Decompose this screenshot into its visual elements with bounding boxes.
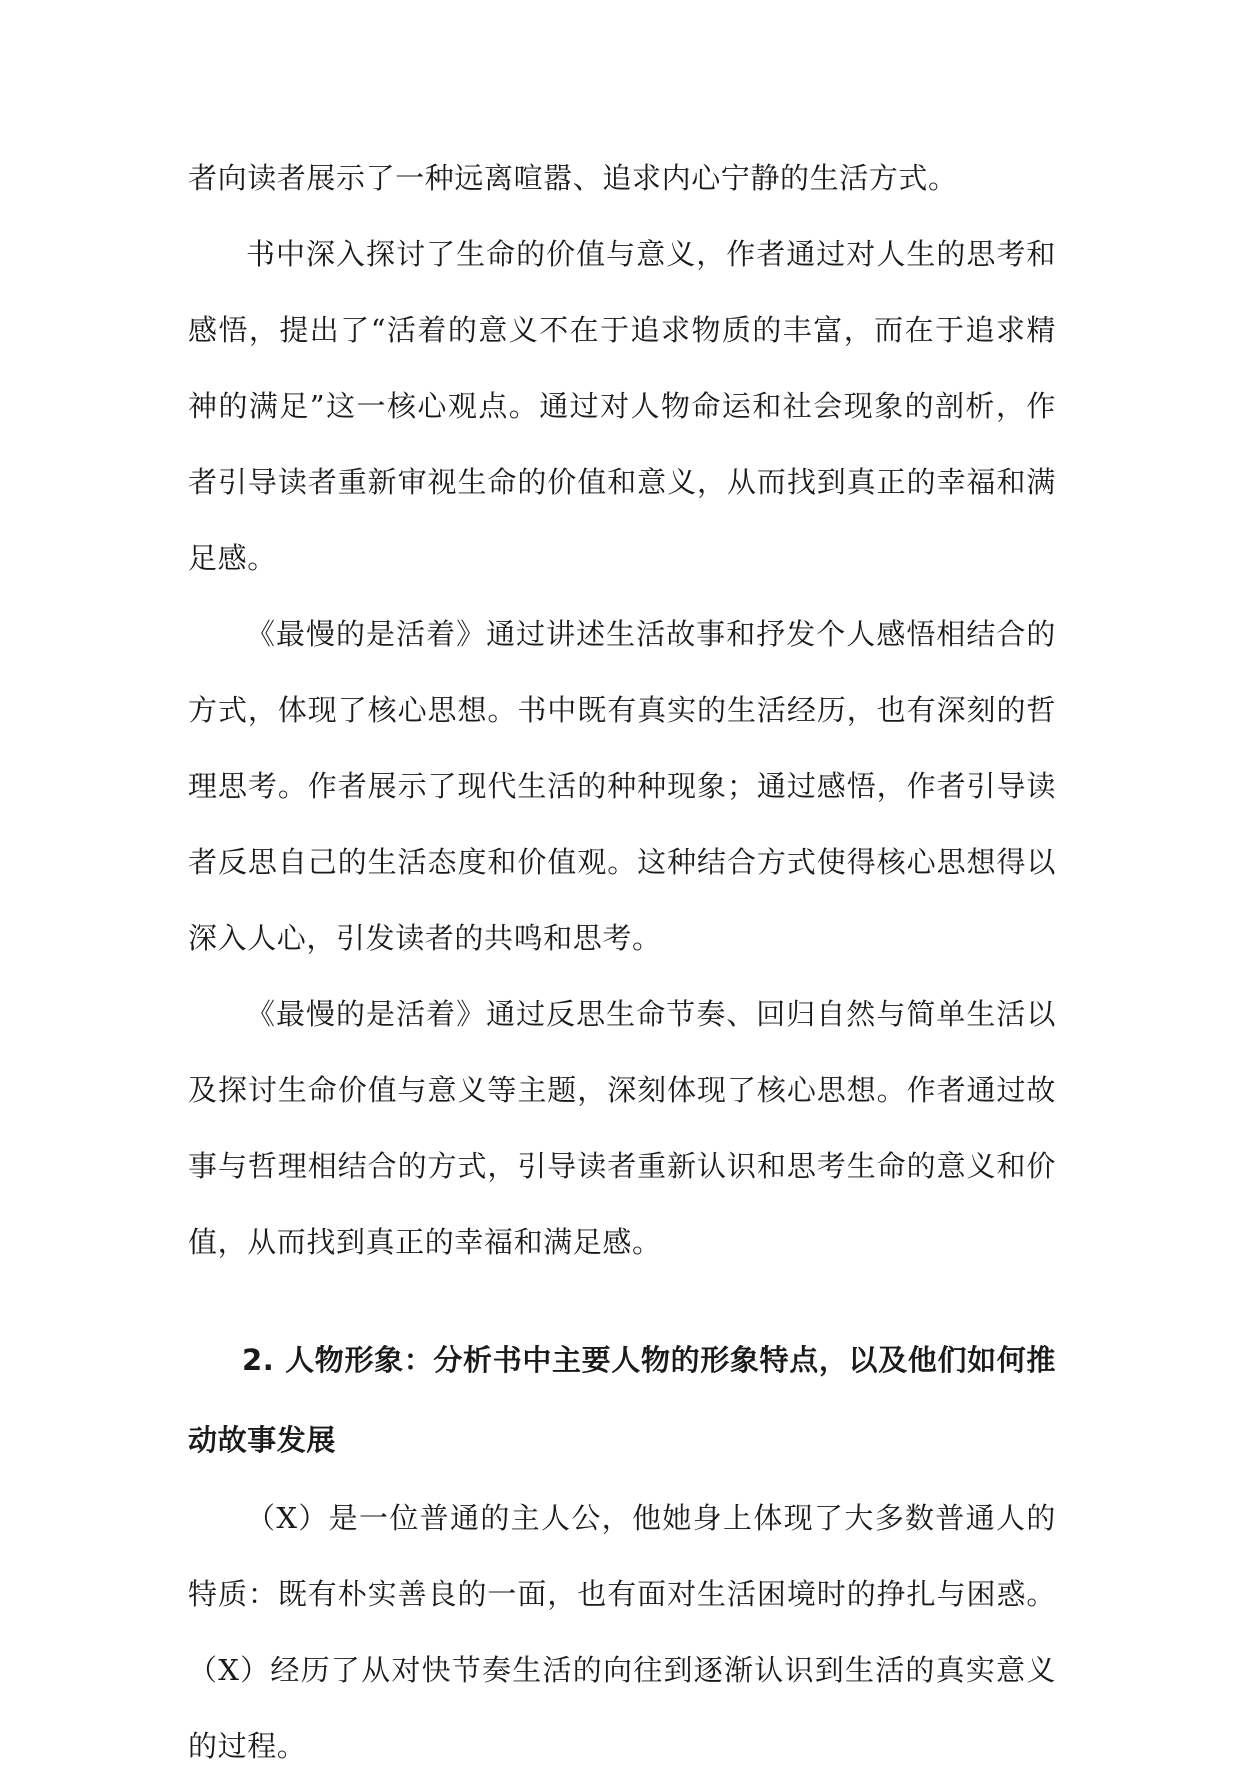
paragraph-protagonist: （X）是一位普通的主人公，他她身上体现了大多数普通人的特质：既有朴实善良的一面，也有面对生活困境时的挣扎与困惑。（X）经历了从对快节奏生活的向往到逐渐认识到生活的真实意义的过程。 (188, 1501, 1056, 1763)
paragraph-life-meaning: 书中深入探讨了生命的价值与意义，作者通过对人生的思考和感悟，提出了“活着的意义不在于追求物质的丰富，而在于追求精神的满足”这一核心观点。通过对人物命运和社会现象的剖析，作者引导读者重新审视生命的价值和意义，从而找到真正的幸福和满足感。 (188, 237, 1056, 575)
paragraph-continuation: 者向读者展示了一种远离喧嚣、追求内心宁静的生活方式。 (188, 161, 958, 195)
paragraph-summary: 《最慢的是活着》通过反思生命节奏、回归自然与简单生活以及探讨生命价值与意义等主题，深刻体现了核心思想。作者通过故事与哲理相结合的方式，引导读者重新认识和思考生命的意义和价值，从而找到真正的幸福和满足感。 (188, 997, 1056, 1259)
document-body (188, 140, 1056, 1784)
section-heading-characters: 2. 人物形象：分析书中主要人物的形象特点，以及他们如何推动故事发展 (188, 1343, 1056, 1457)
paragraph-narrative-method: 《最慢的是活着》通过讲述生活故事和抒发个人感悟相结合的方式，体现了核心思想。书中既有真实的生活经历，也有深刻的哲理思考。作者展示了现代生活的种种现象；通过感悟，作者引导读者反思自己的生活态度和价值观。这种结合方式使得核心思想得以深入人心，引发读者的共鸣和思考。 (188, 617, 1056, 955)
